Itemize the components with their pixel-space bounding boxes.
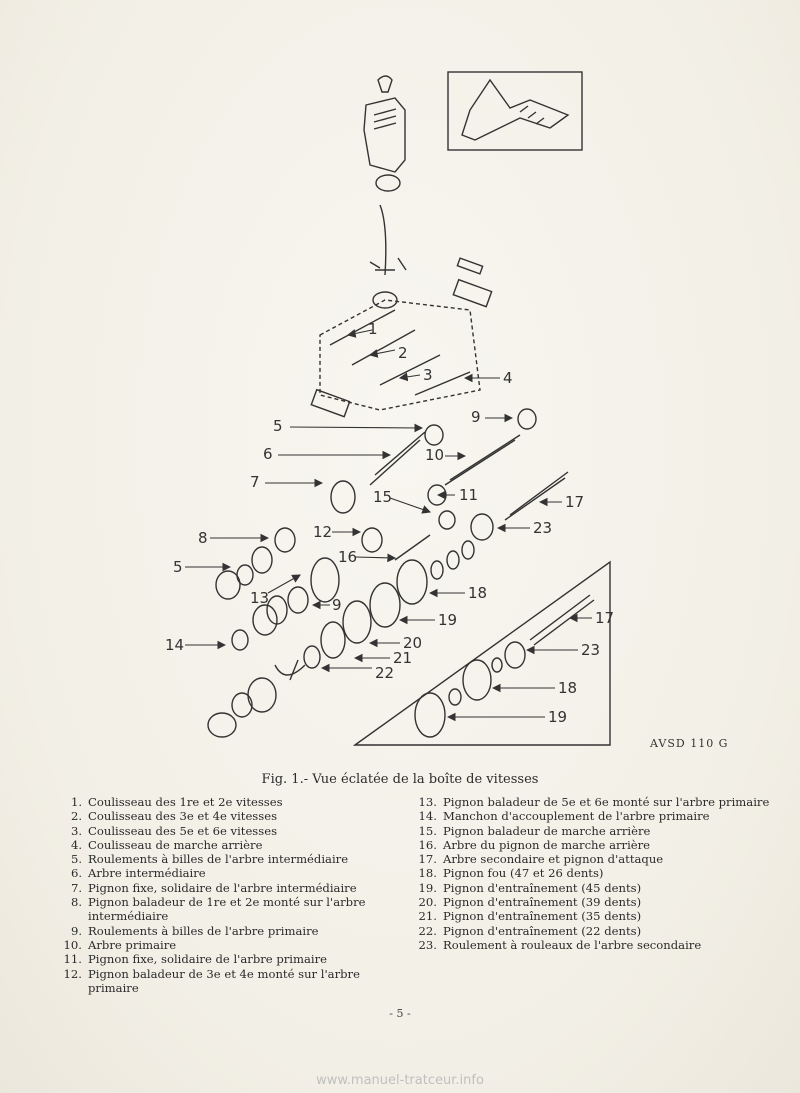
legend-item: 11. Pignon fixe, solidaire de l'arbre primaire <box>63 952 328 967</box>
legend-item: 2. Coulisseau des 3e et 4e vitesses <box>70 809 278 824</box>
svg-text:9: 9 <box>471 408 481 426</box>
figure-caption: Fig. 1.- Vue éclatée de la boîte de vitesses <box>261 772 539 787</box>
watermark-url: www.manuel-tratceur.info <box>316 1073 484 1088</box>
legend-item: 13. Pignon baladeur de 5e et 6e monté sur l'arbre primaire <box>418 795 770 809</box>
svg-text:3: 3 <box>423 366 433 384</box>
svg-text:7: 7 <box>250 473 260 491</box>
legend-item: 21. Pignon d'entraînement (35 dents) <box>418 909 642 924</box>
svg-text:20: 20 <box>403 634 423 652</box>
legend-item: 22. Pignon d'entraînement (22 dents) <box>418 923 642 938</box>
legend-item: 14. Manchon d'accouplement de l'arbre primaire <box>418 809 710 824</box>
svg-text:13: 13 <box>250 589 270 607</box>
legend-item: 8. Pignon baladeur de 1re et 2e monté sur l'arbre intermédiaire <box>70 895 366 924</box>
legend-item: 23. Roulement à rouleaux de l'arbre secondaire <box>418 937 702 952</box>
legend-item: 18. Pignon fou (47 et 26 dents) <box>418 866 604 881</box>
figure-reference-code: AVSD 110 G <box>650 737 729 750</box>
legend-item: 20. Pignon d'entraînement (39 dents) <box>418 895 642 910</box>
legend-item: 12. Pignon baladeur de 3e et 4e monté sur l'arbre primaire <box>63 966 360 995</box>
legend-item: 6. Arbre intermédiaire <box>70 866 206 881</box>
svg-text:6: 6 <box>263 445 273 463</box>
svg-text:17: 17 <box>595 609 615 627</box>
svg-text:18: 18 <box>558 679 578 697</box>
svg-text:17: 17 <box>565 493 585 511</box>
svg-text:15: 15 <box>373 488 393 506</box>
svg-text:5: 5 <box>173 558 183 576</box>
svg-text:23: 23 <box>581 641 601 659</box>
svg-text:16: 16 <box>338 548 358 566</box>
parts-legend-right <box>410 795 780 952</box>
legend-item: 9. Roulements à billes de l'arbre primaire <box>70 923 319 938</box>
svg-text:2: 2 <box>398 344 408 362</box>
legend-item: 15. Pignon baladeur de marche arrière <box>418 823 651 838</box>
svg-text:19: 19 <box>438 611 458 629</box>
svg-text:1: 1 <box>368 320 378 338</box>
svg-text:22: 22 <box>375 664 395 682</box>
svg-text:4: 4 <box>503 369 513 387</box>
svg-text:10: 10 <box>425 446 445 464</box>
parts-legend-left <box>55 795 400 995</box>
svg-text:8: 8 <box>198 529 208 547</box>
legend-item: 1. Coulisseau des 1re et 2e vitesses <box>70 795 283 809</box>
svg-text:23: 23 <box>533 519 553 537</box>
legend-item: 16. Arbre du pignon de marche arrière <box>418 837 651 852</box>
svg-text:18: 18 <box>468 584 488 602</box>
legend-item: 4. Coulisseau de marche arrière <box>70 837 263 852</box>
legend-item: 5. Roulements à billes de l'arbre intermédiaire <box>70 852 349 867</box>
svg-text:9: 9 <box>332 596 342 614</box>
svg-text:12: 12 <box>313 523 333 541</box>
legend-item: 7. Pignon fixe, solidaire de l'arbre intermédiaire <box>70 880 357 895</box>
legend-item: 17. Arbre secondaire et pignon d'attaque <box>418 852 664 867</box>
svg-text:11: 11 <box>459 486 479 504</box>
legend-item: 10. Arbre primaire <box>63 937 177 952</box>
svg-text:21: 21 <box>393 649 413 667</box>
svg-text:19: 19 <box>548 708 568 726</box>
page-number: - 5 - <box>389 1007 411 1020</box>
svg-text:5: 5 <box>273 417 283 435</box>
legend-item: 3. Coulisseau des 5e et 6e vitesses <box>70 823 278 838</box>
svg-text:14: 14 <box>165 636 185 654</box>
legend-item: 19. Pignon d'entraînement (45 dents) <box>418 880 642 895</box>
